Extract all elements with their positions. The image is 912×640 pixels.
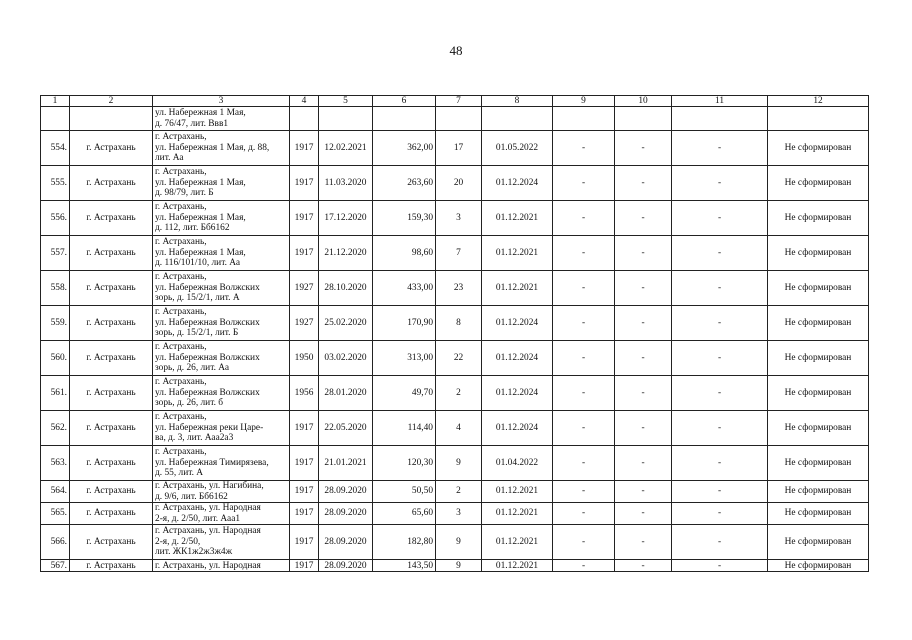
city-cell: г. Астрахань [70, 341, 153, 376]
status-cell: Не сформирован [768, 503, 869, 525]
count-cell: 23 [436, 271, 482, 306]
date-cell: 28.09.2020 [319, 560, 373, 572]
column-header: 12 [768, 96, 869, 107]
status-cell: Не сформирован [768, 271, 869, 306]
column-9-cell: - [553, 481, 615, 503]
column-9-cell: - [553, 446, 615, 481]
deadline-cell: 01.05.2022 [482, 131, 553, 166]
address-line: ул. Набережная 1 Мая, д. 88, [155, 142, 270, 153]
area-cell: 182,80 [373, 525, 436, 560]
count-cell: 22 [436, 341, 482, 376]
column-header: 11 [672, 96, 768, 107]
year-cell: 1956 [290, 376, 319, 411]
address-line: ул. Набережная реки Царе- [155, 422, 264, 433]
year-cell: 1917 [290, 166, 319, 201]
column-header: 7 [436, 96, 482, 107]
city-cell: г. Астрахань [70, 411, 153, 446]
table-row [41, 341, 869, 376]
row-number-cell: 564. [41, 481, 70, 503]
column-11-cell: - [672, 481, 768, 503]
status-cell: Не сформирован [768, 560, 869, 572]
count-cell: 3 [436, 201, 482, 236]
column-header: 10 [615, 96, 672, 107]
address-line: г. Астрахань, [155, 202, 207, 213]
address-cell [153, 107, 290, 131]
city-cell: г. Астрахань [70, 166, 153, 201]
address-cell [153, 525, 290, 560]
address-line: ул. Набережная Волжских [155, 282, 260, 293]
column-9-cell: - [553, 341, 615, 376]
address-line: г. Астрахань, [155, 307, 207, 318]
status-cell: Не сформирован [768, 201, 869, 236]
column-9-cell: - [553, 236, 615, 271]
row-number-cell: 566. [41, 525, 70, 560]
area-cell: 362,00 [373, 131, 436, 166]
year-cell: 1917 [290, 503, 319, 525]
column-10-cell: - [615, 166, 672, 201]
address-line: г. Астрахань, ул. Народная [155, 560, 261, 571]
city-cell: г. Астрахань [70, 446, 153, 481]
row-number-cell: 558. [41, 271, 70, 306]
count-cell: 20 [436, 166, 482, 201]
year-cell: 1917 [290, 411, 319, 446]
address-line: г. Астрахань, ул. Народная [155, 503, 261, 513]
address-cell [153, 341, 290, 376]
year-cell: 1917 [290, 236, 319, 271]
address-line: г. Астрахань, [155, 342, 207, 353]
deadline-cell: 01.12.2024 [482, 341, 553, 376]
count-cell: 7 [436, 236, 482, 271]
column-10-cell: - [615, 201, 672, 236]
date-cell: 17.12.2020 [319, 201, 373, 236]
count-cell: 9 [436, 446, 482, 481]
city-cell: г. Астрахань [70, 131, 153, 166]
address-line: ул. Набережная 1 Мая, [155, 212, 246, 223]
city-cell: г. Астрахань [70, 503, 153, 525]
deadline-cell: 01.12.2021 [482, 236, 553, 271]
address-cell [153, 503, 290, 525]
address-line: г. Астрахань, [155, 412, 207, 423]
status-cell: Не сформирован [768, 166, 869, 201]
column-9-cell: - [553, 411, 615, 446]
address-line: г. Астрахань, [155, 237, 207, 248]
column-11-cell: - [672, 201, 768, 236]
column-11-cell: - [672, 525, 768, 560]
column-10-cell: - [615, 271, 672, 306]
column-10-cell: - [615, 411, 672, 446]
column-9-cell: - [553, 201, 615, 236]
city-cell: г. Астрахань [70, 525, 153, 560]
status-cell: Не сформирован [768, 236, 869, 271]
address-cell [153, 166, 290, 201]
table-row [41, 411, 869, 446]
address-line: 2-я, д. 2/50, [155, 536, 201, 547]
count-cell: 2 [436, 376, 482, 411]
area-cell: 143,50 [373, 560, 436, 572]
deadline-cell: 01.12.2021 [482, 560, 553, 572]
table-row [41, 446, 869, 481]
table-row [41, 236, 869, 271]
address-line: ул. Набережная Волжских [155, 317, 260, 328]
count-cell: 17 [436, 131, 482, 166]
column-11-cell: - [672, 131, 768, 166]
table-row [41, 503, 869, 525]
column-10-cell: - [615, 376, 672, 411]
status-cell: Не сформирован [768, 306, 869, 341]
address-line: г. Астрахань, [155, 272, 207, 283]
column-header: 9 [553, 96, 615, 107]
city-cell: г. Астрахань [70, 306, 153, 341]
column-number-row [41, 96, 869, 107]
address-line: зорь, д. 15/2/1, лит. Б [155, 328, 239, 339]
column-11-cell: - [672, 341, 768, 376]
date-cell: 28.09.2020 [319, 481, 373, 503]
deadline-cell: 01.12.2021 [482, 503, 553, 525]
status-cell: Не сформирован [768, 376, 869, 411]
column-9-cell: - [553, 166, 615, 201]
column-10-cell: - [615, 560, 672, 572]
count-cell: 9 [436, 560, 482, 572]
status-cell: Не сформирован [768, 131, 869, 166]
continuation-row [41, 107, 869, 131]
row-number-cell: 561. [41, 376, 70, 411]
column-9-cell: - [553, 376, 615, 411]
address-line: ул. Набережная 1 Мая, [155, 247, 246, 258]
row-number-cell: 557. [41, 236, 70, 271]
area-cell: 263,60 [373, 166, 436, 201]
date-cell: 03.02.2020 [319, 341, 373, 376]
table-row [41, 560, 869, 572]
address-line: зорь, д. 26, лит. Аа [155, 363, 230, 374]
status-cell: Не сформирован [768, 341, 869, 376]
city-cell: г. Астрахань [70, 481, 153, 503]
area-cell: 313,00 [373, 341, 436, 376]
deadline-cell: 01.12.2024 [482, 166, 553, 201]
address-cell [153, 376, 290, 411]
column-header: 6 [373, 96, 436, 107]
column-11-cell: - [672, 271, 768, 306]
table-row [41, 481, 869, 503]
address-line: лит. ЖК1ж2ж3ж4ж [155, 547, 233, 558]
address-cell [153, 306, 290, 341]
column-10-cell: - [615, 446, 672, 481]
column-header: 5 [319, 96, 373, 107]
year-cell: 1917 [290, 201, 319, 236]
address-cell [153, 481, 290, 503]
column-header: 2 [70, 96, 153, 107]
table-row [41, 201, 869, 236]
date-cell: 12.02.2021 [319, 131, 373, 166]
year-cell: 1950 [290, 341, 319, 376]
column-11-cell: - [672, 236, 768, 271]
column-9-cell: - [553, 271, 615, 306]
column-header: 8 [482, 96, 553, 107]
area-cell: 49,70 [373, 376, 436, 411]
column-10-cell: - [615, 236, 672, 271]
year-cell: 1927 [290, 306, 319, 341]
year-cell: 1917 [290, 560, 319, 572]
deadline-cell: 01.12.2021 [482, 201, 553, 236]
column-10-cell: - [615, 306, 672, 341]
deadline-cell: 01.12.2024 [482, 411, 553, 446]
column-header: 1 [41, 96, 70, 107]
address-line: д. 116/101/10, лит. Аа [155, 258, 241, 269]
date-cell: 28.01.2020 [319, 376, 373, 411]
column-11-cell: - [672, 411, 768, 446]
column-11-cell: - [672, 306, 768, 341]
row-number-cell: 554. [41, 131, 70, 166]
page-number: 48 [449, 43, 463, 58]
address-line: ул. Набережная Волжских [155, 352, 260, 363]
table-row [41, 271, 869, 306]
address-line: зорь, д. 26, лит. б [155, 398, 224, 409]
deadline-cell: 01.12.2024 [482, 376, 553, 411]
address-line: ул. Набережная Тимирязева, [155, 457, 269, 468]
area-cell: 50,50 [373, 481, 436, 503]
column-9-cell: - [553, 503, 615, 525]
column-9-cell: - [553, 525, 615, 560]
row-number-cell: 567. [41, 560, 70, 572]
year-cell: 1917 [290, 446, 319, 481]
address-line: г. Астрахань, [155, 447, 207, 458]
address-line: г. Астрахань, ул. Народная [155, 526, 261, 537]
year-cell: 1927 [290, 271, 319, 306]
column-header: 4 [290, 96, 319, 107]
column-10-cell: - [615, 503, 672, 525]
address-line: д. 55, лит. А [155, 468, 204, 479]
address-cell [153, 201, 290, 236]
year-cell: 1917 [290, 131, 319, 166]
address-cell [153, 411, 290, 446]
address-line: д. 76/47, лит. Ввв1 [155, 118, 229, 129]
column-10-cell: - [615, 481, 672, 503]
count-cell: 2 [436, 481, 482, 503]
count-cell: 9 [436, 525, 482, 560]
column-10-cell: - [615, 525, 672, 560]
row-number-cell: 565. [41, 503, 70, 525]
address-line: ул. Набережная 1 Мая, [155, 108, 246, 118]
date-cell: 21.01.2021 [319, 446, 373, 481]
date-cell: 25.02.2020 [319, 306, 373, 341]
row-number-cell: 562. [41, 411, 70, 446]
address-cell [153, 271, 290, 306]
count-cell: 8 [436, 306, 482, 341]
status-cell: Не сформирован [768, 446, 869, 481]
address-cell [153, 560, 290, 572]
city-cell: г. Астрахань [70, 236, 153, 271]
column-11-cell: - [672, 560, 768, 572]
city-cell: г. Астрахань [70, 271, 153, 306]
table-row [41, 131, 869, 166]
status-cell: Не сформирован [768, 525, 869, 560]
address-line: г. Астрахань, [155, 377, 207, 388]
column-9-cell: - [553, 560, 615, 572]
date-cell: 28.09.2020 [319, 503, 373, 525]
table-row [41, 166, 869, 201]
row-number-cell: 555. [41, 166, 70, 201]
row-number-cell: 556. [41, 201, 70, 236]
row-number-cell: 560. [41, 341, 70, 376]
address-line: 2-я, д. 2/50, лит. Ааа1 [155, 513, 241, 524]
address-cell [153, 236, 290, 271]
year-cell: 1917 [290, 481, 319, 503]
area-cell: 159,30 [373, 201, 436, 236]
address-cell [153, 131, 290, 166]
address-line: зорь, д. 15/2/1, лит. А [155, 293, 240, 304]
date-cell: 11.03.2020 [319, 166, 373, 201]
count-cell: 4 [436, 411, 482, 446]
address-line: ва, д. 3, лит. Ааа2а3 [155, 433, 234, 444]
date-cell: 21.12.2020 [319, 236, 373, 271]
deadline-cell: 01.04.2022 [482, 446, 553, 481]
status-cell: Не сформирован [768, 411, 869, 446]
area-cell: 433,00 [373, 271, 436, 306]
area-cell: 170,90 [373, 306, 436, 341]
address-line: г. Астрахань, [155, 167, 207, 178]
city-cell: г. Астрахань [70, 201, 153, 236]
address-line: г. Астрахань, ул. Нагибина, [155, 481, 264, 491]
deadline-cell: 01.12.2024 [482, 306, 553, 341]
housing-registry-table [40, 95, 869, 572]
area-cell: 120,30 [373, 446, 436, 481]
column-11-cell: - [672, 376, 768, 411]
area-cell: 114,40 [373, 411, 436, 446]
column-10-cell: - [615, 341, 672, 376]
address-line: ул. Набережная 1 Мая, [155, 177, 246, 188]
address-line: д. 98/79, лит. Б [155, 188, 214, 199]
address-cell [153, 446, 290, 481]
row-number-cell: 563. [41, 446, 70, 481]
area-cell: 98,60 [373, 236, 436, 271]
year-cell: 1917 [290, 525, 319, 560]
city-cell: г. Астрахань [70, 376, 153, 411]
column-11-cell: - [672, 446, 768, 481]
city-cell: г. Астрахань [70, 560, 153, 572]
deadline-cell: 01.12.2021 [482, 271, 553, 306]
column-9-cell: - [553, 306, 615, 341]
date-cell: 28.10.2020 [319, 271, 373, 306]
table-row [41, 376, 869, 411]
count-cell: 3 [436, 503, 482, 525]
address-line: д. 112, лит. Бб6162 [155, 223, 230, 234]
row-number-cell: 559. [41, 306, 70, 341]
address-line: ул. Набережная Волжских [155, 387, 260, 398]
address-line: г. Астрахань, [155, 132, 207, 143]
column-10-cell: - [615, 131, 672, 166]
address-line: лит. Аа [155, 153, 184, 164]
table-row [41, 306, 869, 341]
date-cell: 22.05.2020 [319, 411, 373, 446]
column-header: 3 [153, 96, 290, 107]
column-9-cell: - [553, 131, 615, 166]
area-cell: 65,60 [373, 503, 436, 525]
deadline-cell: 01.12.2021 [482, 525, 553, 560]
column-11-cell: - [672, 503, 768, 525]
date-cell: 28.09.2020 [319, 525, 373, 560]
deadline-cell: 01.12.2021 [482, 481, 553, 503]
address-line: д. 9/6, лит. Бб6162 [155, 491, 228, 502]
column-11-cell: - [672, 166, 768, 201]
status-cell: Не сформирован [768, 481, 869, 503]
table-row [41, 525, 869, 560]
